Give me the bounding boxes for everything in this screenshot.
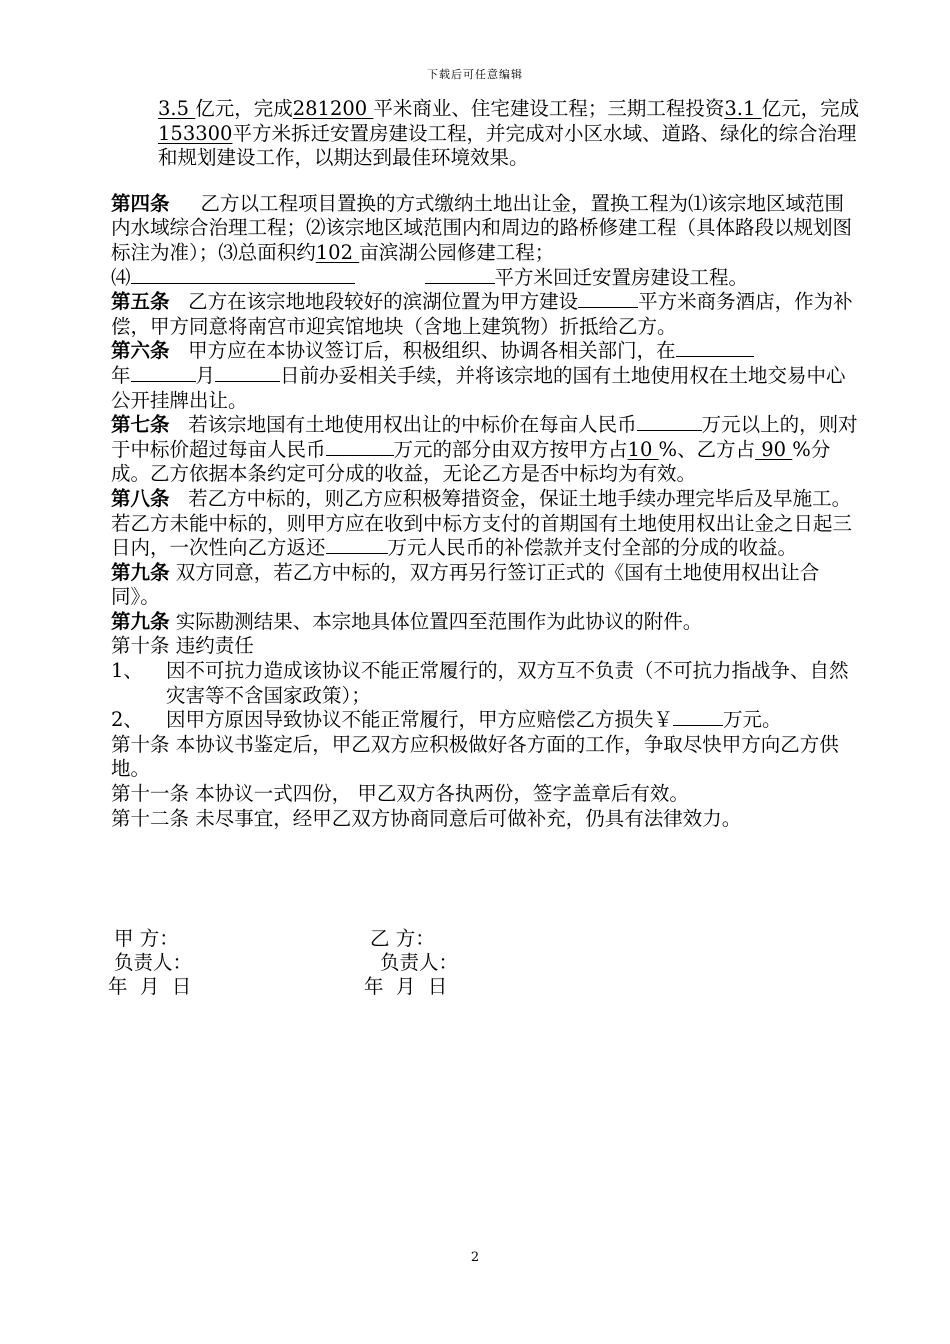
article-text: %、乙方占 xyxy=(658,437,756,461)
article-text: 日前办妥相关手续，并将该宗地的国有土地使用权在土地交易中心公开挂牌出让。 xyxy=(111,363,846,412)
article-text: 月 xyxy=(195,363,216,387)
intro-value: 281200 xyxy=(292,97,374,120)
article-text: 双方同意，若乙方中标的，双方再另行签订正式的《国有土地使用权出让合同》。 xyxy=(111,560,820,609)
article-text: 乙方在该宗地地段较好的滨湖位置为甲方建设 xyxy=(188,290,579,314)
blank-line xyxy=(326,537,388,554)
article-title: 第七条 xyxy=(111,413,170,437)
intro-value: 3.5 xyxy=(158,97,196,120)
article-text: 若乙方中标的，则乙方应积极筹措资金，保证土地手续办理完毕后及早施工。若乙方未能中标的，则甲方应在收到中标方支付的首期国有土地使用权出让金之日起三日内，一次性向乙方返还 xyxy=(111,486,853,560)
article-text: 万元人民币的补偿款并支付全部的分成的收益。 xyxy=(387,536,798,560)
blank-line xyxy=(425,267,495,284)
article-text: 万元以上的，则对于中标价超过每亩人民币 xyxy=(111,413,858,461)
article-text: ⑷ xyxy=(111,265,131,289)
article-title: 第九条 xyxy=(111,609,170,633)
blank-line xyxy=(673,709,723,726)
article-text: 平方米回迁安置房建设工程。 xyxy=(494,265,749,289)
article-text: 万元的部分由双方按甲方占 xyxy=(393,437,628,461)
intro-text: 亿元，完成 xyxy=(195,97,293,120)
article-9a xyxy=(111,561,863,610)
blank-line xyxy=(637,414,702,431)
blank-line xyxy=(326,439,394,456)
party-a-date: 年 月 日 xyxy=(108,975,192,998)
article-text: 甲方应在本协议签订后，积极组织、协调各相关部门，在 xyxy=(188,339,676,363)
intro-text: 平米商业、住宅建设工程；三期工程投资 xyxy=(373,97,725,120)
article-text: 平方米商务酒店，作为补偿，甲方同意将南宫市迎宾馆地块（含地上建筑物）折抵给乙方。 xyxy=(111,290,853,338)
list-item xyxy=(111,708,863,733)
article-9b xyxy=(111,610,863,635)
party-b-responsible-label: 负责人： xyxy=(380,951,459,974)
intro-text: 亿元，完成 xyxy=(761,97,860,120)
party-a-label: 甲 方： xyxy=(114,927,179,950)
blank-line xyxy=(131,365,196,382)
list-number: 1、 xyxy=(111,659,143,683)
article-text: 亩滨湖公园修建工程； xyxy=(359,240,555,264)
article-10b: 第十条 本协议书鉴定后，甲乙双方应积极做好各方面的工作，争取尽快甲方向乙方供地。 xyxy=(111,732,839,781)
blank-line xyxy=(578,291,638,308)
article-text: 实际勘测结果、本宗地具体位置四至范围作为此协议的附件。 xyxy=(175,609,703,633)
intro-paragraph xyxy=(111,97,863,171)
article-title: 第四条 xyxy=(111,191,170,215)
list-number: 2、 xyxy=(111,708,143,732)
article-5 xyxy=(111,290,863,339)
blank-line xyxy=(676,340,754,357)
blank-line xyxy=(131,267,355,284)
article-11: 第十一条 本协议一式四份， 甲乙双方各执两份，签字盖章后有效。 xyxy=(111,782,689,806)
article-12: 第十二条 未尽事宜，经甲乙双方协商同意后可做补充，仍具有法律效力。 xyxy=(111,806,742,830)
article-text: 年 xyxy=(111,363,131,387)
article-text: 若该宗地国有土地使用权出让的中标价在每亩人民币 xyxy=(188,413,637,437)
article-title: 第九条 xyxy=(111,560,170,584)
article-7 xyxy=(111,413,863,487)
article-title: 第五条 xyxy=(111,290,170,314)
list-text: 因甲方原因导致协议不能正常履行，甲方应赔偿乙方损失￥ xyxy=(166,708,674,732)
article-8 xyxy=(111,487,863,561)
party-a-responsible-label: 负责人： xyxy=(114,951,193,974)
list-text: 万元。 xyxy=(723,708,782,732)
area-value: 102 xyxy=(315,240,360,264)
party-b-date: 年 月 日 xyxy=(364,975,448,998)
percent-value: 10 xyxy=(627,437,659,461)
article-text: %分成。乙方依据本条约定可分成的收益，无论乙方是否中标均为有效。 xyxy=(111,437,831,486)
article-10-title: 第十条 违约责任 xyxy=(111,634,254,658)
intro-value: 153300 xyxy=(158,121,233,145)
article-title: 第八条 xyxy=(111,486,170,510)
percent-value: 90 xyxy=(755,437,793,461)
list-text: 因不可抗力造成该协议不能正常履行的，双方互不负责（不可抗力指战争、自然灾害等不含国家政策）； xyxy=(166,659,849,707)
article-4 xyxy=(111,192,863,290)
intro-value: 3.1 xyxy=(724,97,762,120)
article-title: 第六条 xyxy=(111,339,170,363)
party-b-label: 乙 方： xyxy=(370,927,435,950)
page-header: 下载后可任意编辑 xyxy=(427,68,523,81)
document-body xyxy=(111,97,863,831)
intro-text: 平方米拆迁安置房建设工程，并完成对小区水域、道路、绿化的综合治理和规划建设工作，以期达到最佳环境效果。 xyxy=(158,121,857,170)
page-number: 2 xyxy=(470,1250,480,1265)
article-6 xyxy=(111,339,863,413)
article-text: 乙方以工程项目置换的方式缴纳土地出让金，置换工程为⑴该宗地区域范围内水域综合治理工程；⑵该宗地区域范围内和周边的路桥修建工程（具体路段以规划图标注为准）；⑶总面积约 xyxy=(111,191,853,264)
blank-line xyxy=(215,365,280,382)
list-item xyxy=(111,659,863,708)
